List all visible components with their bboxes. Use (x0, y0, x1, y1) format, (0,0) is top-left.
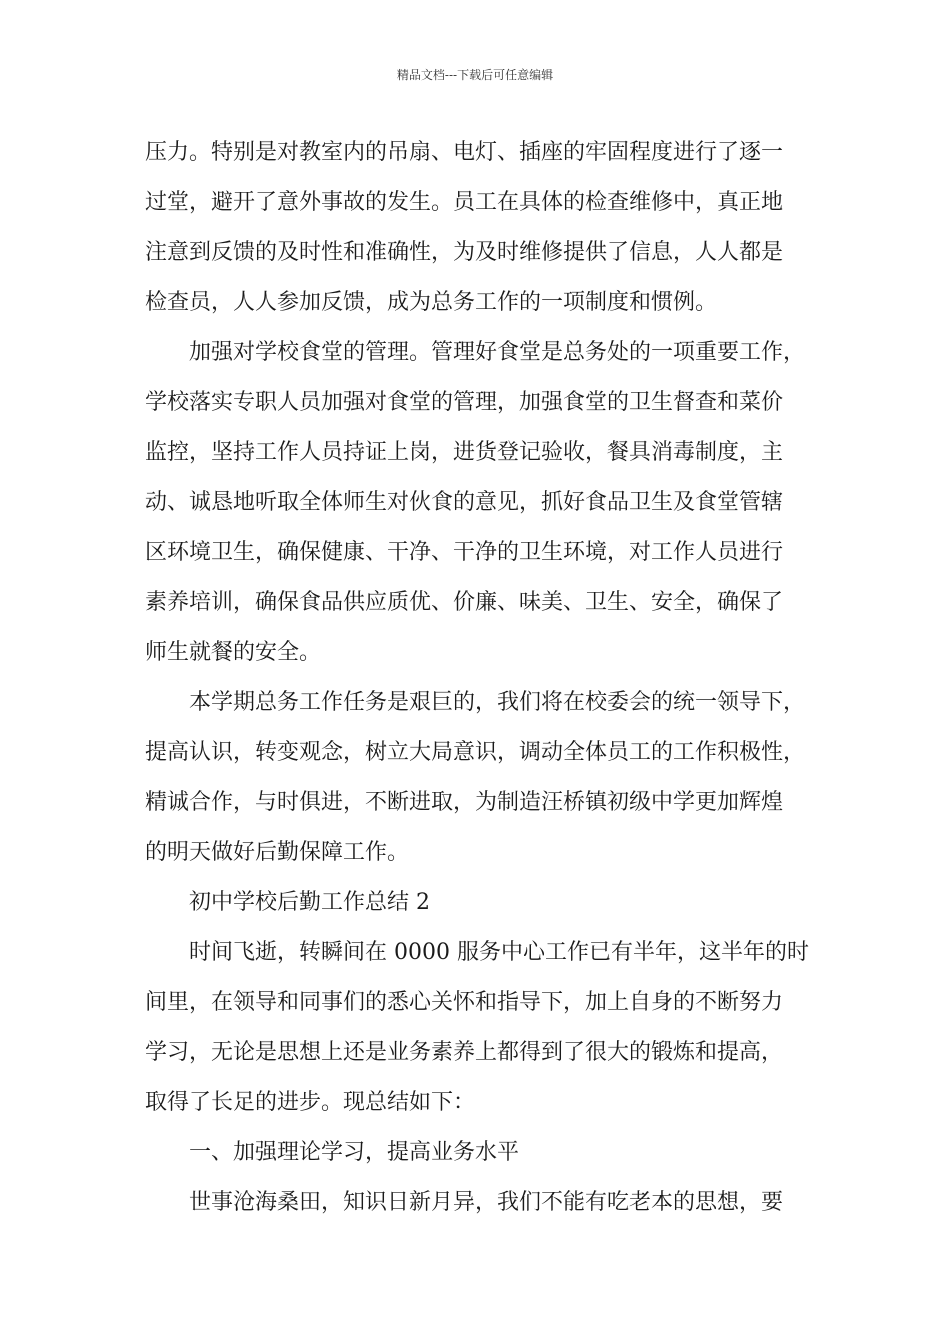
text-line: 注意到反馈的及时性和准确性，为及时维修提供了信息，人人都是 (145, 240, 784, 265)
document-body (145, 128, 815, 1228)
text-line: 监控，坚持工作人员持证上岗，进货登记验收，餐具消毒制度，主 (145, 440, 784, 465)
paragraph-start-line: 世事沧海桑田，知识日新月异，我们不能有吃老本的思想，要 (189, 1190, 784, 1215)
text-line: 动、诚恳地听取全体师生对伙食的意见，抓好食品卫生及食堂管辖 (145, 490, 784, 515)
paragraph-start-line: 加强对学校食堂的管理。管理好食堂是总务处的一项重要工作， (189, 340, 806, 365)
text-line: 精诚合作，与时俱进，不断进取，为制造汪桥镇初级中学更加辉煌 (145, 790, 784, 815)
text-line: 区环境卫生，确保健康、干净、干净的卫生环境，对工作人员进行 (145, 540, 784, 565)
paragraph-start-line: 时间飞逝，转瞬间在 0000 服务中心工作已有半年，这半年的时 (189, 940, 809, 965)
text-line: 素养培训，确保食品供应质优、价廉、味美、卫生、安全，确保了 (145, 590, 784, 615)
text-line: 师生就餐的安全。 (145, 640, 322, 665)
text-line: 检查员，人人参加反馈，成为总务工作的一项制度和惯例。 (145, 290, 718, 315)
text-line: 过堂，避开了意外事故的发生。员工在具体的检查维修中，真正地 (145, 190, 784, 215)
text-line: 的明天做好后勤保障工作。 (145, 840, 410, 865)
section-title: 初中学校后勤工作总结 2 (189, 890, 430, 915)
text-line: 提高认识，转变观念，树立大局意识，调动全体员工的工作积极性， (145, 740, 806, 765)
page-header: 精品文档---下载后可任意编辑 (396, 68, 554, 82)
text-line: 压力。特别是对教室内的吊扇、电灯、插座的牢固程度进行了逐一 (145, 140, 784, 165)
paragraph-start-line: 本学期总务工作任务是艰巨的，我们将在校委会的统一领导下， (189, 690, 806, 715)
text-line: 间里，在领导和同事们的悉心关怀和指导下，加上自身的不断努力 (145, 990, 784, 1015)
text-line: 取得了长足的进步。现总结如下： (145, 1090, 476, 1115)
text-line: 学校落实专职人员加强对食堂的管理，加强食堂的卫生督查和菜价 (145, 390, 784, 415)
subsection-heading: 一、加强理论学习，提高业务水平 (189, 1140, 520, 1165)
text-line: 学习，无论是思想上还是业务素养上都得到了很大的锻炼和提高， (145, 1040, 784, 1065)
